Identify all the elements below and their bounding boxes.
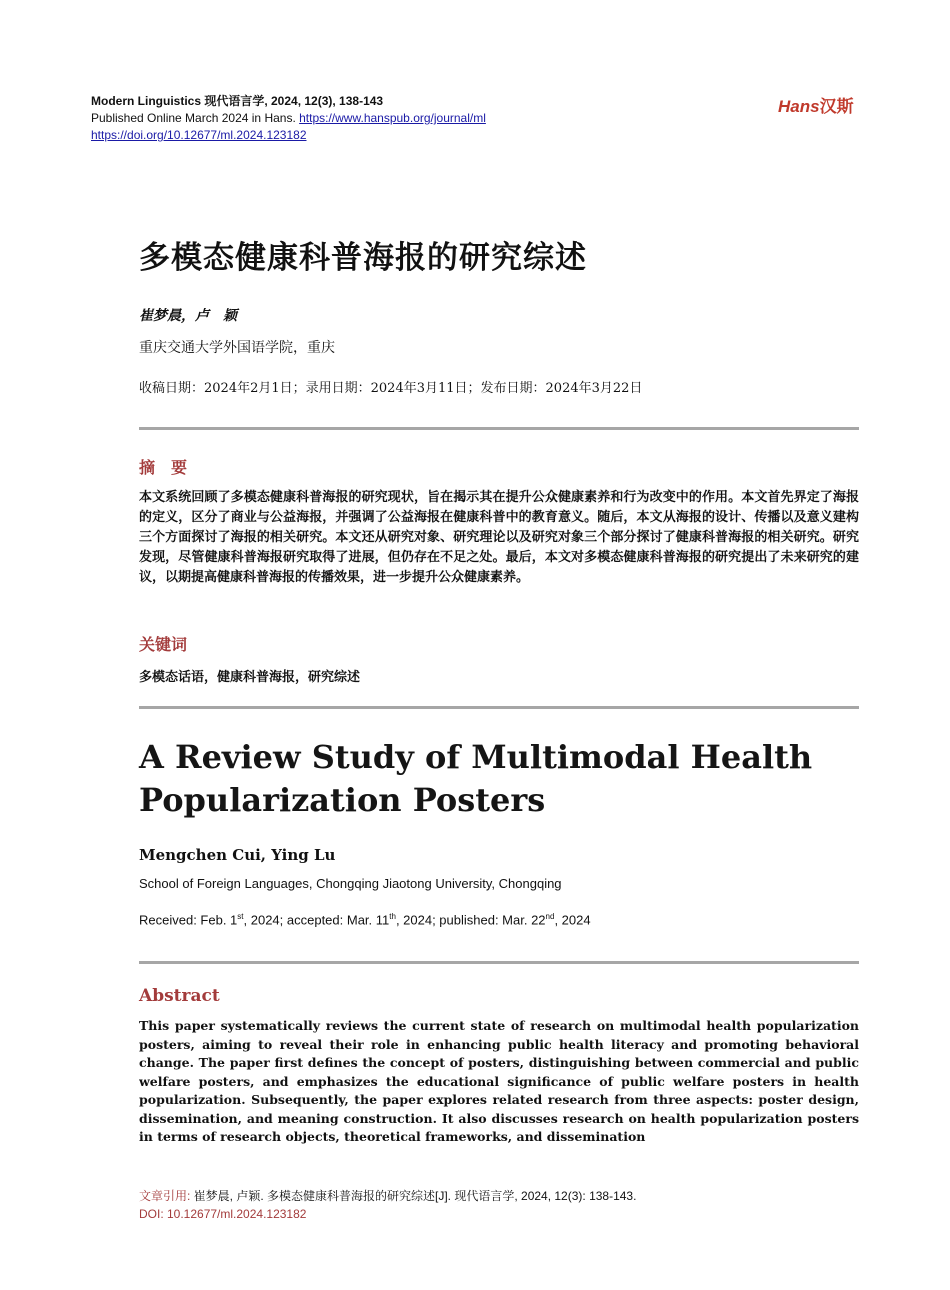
- published-line: [91, 110, 486, 127]
- keywords-heading-cn: 关键词: [139, 635, 188, 654]
- citation-line: [139, 1187, 636, 1205]
- citation-label: 文章引用:: [139, 1189, 191, 1203]
- published-prefix: Published Online March 2024 in Hans.: [91, 111, 300, 125]
- affiliation-cn: 重庆交通大学外国语学院，重庆: [139, 340, 335, 356]
- dates-en-sup: th: [389, 912, 396, 921]
- dates-en-part: , 2024; published: Mar. 22: [395, 912, 546, 928]
- dates-en-part: , 2024: [554, 912, 591, 928]
- citation-footer: [139, 1187, 636, 1223]
- journal-header: [91, 93, 486, 144]
- abstract-heading-cn: 摘 要: [139, 458, 188, 477]
- paper-title-en: A Review Study of Multimodal Health Popularization Posters: [139, 738, 813, 819]
- divider-rule: [139, 961, 859, 964]
- logo-text-cn: 汉斯: [819, 97, 854, 116]
- divider-rule: [139, 427, 859, 430]
- doi-text: DOI: 10.12677/ml.2024.123182: [139, 1207, 307, 1221]
- abstract-cn: 本文系统回顾了多模态健康科普海报的研究现状，旨在揭示其在提升公众健康素养和行为改变中的作用。本文首先界定了海报的定义，区分了商业与公益海报，并强调了公益海报在健康科普中的教育意义。随后，本文从海报的设计、传播以及意义建构三个方面探讨了海报的相关研究。本文还从研究对象、研究理论以及研究对象三个部分探讨了健康科普海报的相关研究。研究发现，尽管健康科普海报研究取得了进展，但仍存在不足之处。最后，本文对多模态健康科普海报的研究提出了未来研究的建议，以期提高健康科普海报的传播效果，进一步提升公众健康素养。: [139, 490, 859, 585]
- authors-en: Mengchen Cui, Ying Lu: [139, 846, 336, 864]
- divider-rule: [139, 706, 859, 709]
- abstract-heading-en: Abstract: [139, 986, 220, 1006]
- paper-title-cn: 多模态健康科普海报的研究综述: [139, 240, 587, 276]
- dates-en-part: , 2024; accepted: Mar. 11: [243, 912, 390, 928]
- journal-url-link[interactable]: https://www.hanspub.org/journal/ml: [299, 111, 486, 125]
- dates-en-sup: st: [237, 912, 244, 921]
- dates-en-sup: nd: [545, 912, 555, 921]
- citation-text: 崔梦晨, 卢颖. 多模态健康科普海报的研究综述[J]. 现代语言学, 2024, 12(3): 138-143.: [190, 1189, 637, 1203]
- abstract-en: This paper systematically reviews the current state of research on multimodal health popularization posters, aiming to reveal their role in enhancing public health literacy and promoting behavioral change. The paper first defines the concept of posters, distinguishing between commercial and public welfare posters, and emphasizes the educational significance of public welfare posters in health popularization. Subsequently, the paper explores related research from three aspects: poster design, dissemination, and meaning construction. It also discusses research on health popularization posters in terms of research objects, theoretical frameworks, and dissemination: [139, 1018, 859, 1144]
- logo-text-en: Hans: [778, 97, 820, 116]
- dates-en: [139, 912, 591, 927]
- authors-cn: 崔梦晨，卢 颖: [139, 308, 237, 324]
- affiliation-en: School of Foreign Languages, Chongqing Jiaotong University, Chongqing: [139, 876, 562, 891]
- hans-logo: [778, 92, 854, 117]
- dates-en-part: Received: Feb. 1: [139, 912, 238, 928]
- journal-info: Modern Linguistics 现代语言学, 2024, 12(3), 138-143: [91, 94, 384, 108]
- dates-cn: 收稿日期：2024年2月1日；录用日期：2024年3月11日；发布日期：2024年3月22日: [139, 381, 643, 396]
- keywords-cn: 多模态话语，健康科普海报，研究综述: [139, 670, 361, 685]
- doi-url-link[interactable]: https://doi.org/10.12677/ml.2024.123182: [91, 128, 307, 142]
